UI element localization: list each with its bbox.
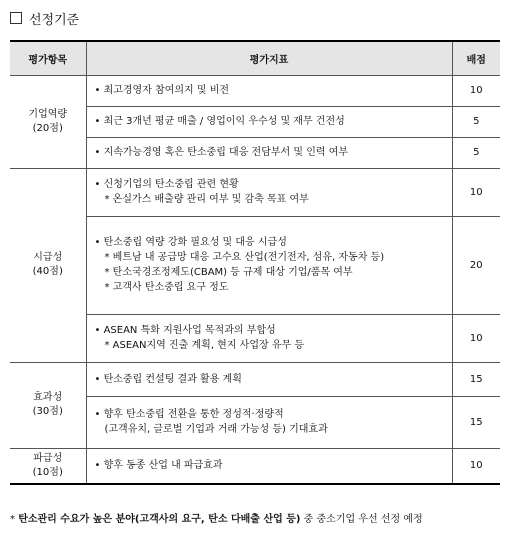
criteria-table — [10, 40, 500, 485]
category-name: 파급성 — [33, 452, 63, 464]
category-name: 기업역량 — [28, 108, 68, 120]
footnote-bullet: * — [10, 514, 15, 525]
category-points: (20점) — [32, 122, 63, 134]
score-cell: 5 — [452, 137, 500, 168]
indicator-cell — [86, 168, 452, 216]
indicator-cell — [86, 216, 452, 314]
indicator-item: • 탄소중립 컨설팅 결과 활용 계획 — [94, 373, 242, 385]
indicator-item: • 최근 3개년 평균 매출 / 영업이익 우수성 및 재무 건전성 — [94, 116, 345, 127]
indicator-cell — [86, 396, 452, 448]
header-indicator: 평가지표 — [86, 41, 452, 75]
category-cell — [10, 362, 86, 448]
table-row — [10, 168, 500, 216]
indicator-cell — [86, 448, 452, 484]
score-cell: 10 — [452, 448, 500, 484]
indicator-cell — [86, 314, 452, 362]
indicator-cell — [86, 362, 452, 396]
indicator-subitem: * 고객사 탄소중립 요구 정도 — [104, 282, 229, 293]
category-name: 시급성 — [33, 252, 63, 263]
indicator-subitem: (고객유치, 글로벌 기업과 거래 가능성 등) 기대효과 — [104, 424, 328, 435]
category-points: (30점) — [32, 406, 63, 417]
footnote-emphasis: 탄소관리 수요가 높은 분야(고객사의 요구, 탄소 다배출 산업 등) — [18, 514, 301, 525]
category-name: 효과성 — [33, 392, 63, 403]
indicator-subitem: * 탄소국경조정제도(CBAM) 등 규제 대상 기업/품목 여부 — [104, 267, 353, 278]
category-cell — [10, 448, 86, 484]
header-category: 평가항목 — [10, 41, 86, 75]
table-row — [10, 75, 500, 106]
score-cell: 5 — [452, 106, 500, 137]
indicator-item: • 최고경영자 참여의지 및 비전 — [94, 85, 230, 96]
category-points: (10점) — [32, 466, 63, 478]
indicator-subitem: * ASEAN지역 진출 계획, 현지 사업장 유무 등 — [104, 340, 304, 351]
indicator-cell — [86, 106, 452, 137]
score-cell: 20 — [452, 216, 500, 314]
indicator-item: • 탄소중립 역량 강화 필요성 및 대응 시급성 — [94, 237, 287, 248]
score-cell: 15 — [452, 362, 500, 396]
footnote — [10, 510, 423, 525]
indicator-item: • 지속가능경영 혹은 탄소중립 대응 전담부서 및 인력 여부 — [94, 147, 349, 158]
table-body — [10, 75, 500, 484]
indicator-cell — [86, 75, 452, 106]
indicator-item: • 향후 동종 산업 내 파급효과 — [94, 460, 223, 472]
indicator-cell — [86, 137, 452, 168]
category-cell — [10, 75, 86, 168]
score-cell: 10 — [452, 75, 500, 106]
indicator-item: • 신청기업의 탄소중립 관련 현황 — [94, 179, 239, 190]
indicator-subitem: * 온실가스 배출량 관리 여부 및 감축 목표 여부 — [104, 194, 309, 205]
table-row — [10, 362, 500, 396]
score-cell: 15 — [452, 396, 500, 448]
score-cell: 10 — [452, 314, 500, 362]
indicator-subitem: * 베트남 내 공급망 대응 고수요 산업(전기전자, 섬유, 자동차 등) — [104, 252, 385, 263]
category-points: (40점) — [32, 266, 63, 277]
indicator-item: • 향후 탄소중립 전환을 통한 정성적·정량적 — [94, 409, 284, 420]
header-score: 배점 — [452, 41, 500, 75]
indicator-item: • ASEAN 특화 지원사업 목적과의 부합성 — [94, 325, 276, 336]
checkbox-icon — [10, 12, 22, 24]
table-header-row — [10, 41, 500, 75]
footnote-text: 중 중소기업 우선 선정 예정 — [300, 514, 423, 525]
score-cell: 10 — [452, 168, 500, 216]
table-row — [10, 448, 500, 484]
category-cell — [10, 168, 86, 362]
section-heading — [10, 8, 79, 28]
section-title: 선정기준 — [29, 12, 80, 28]
